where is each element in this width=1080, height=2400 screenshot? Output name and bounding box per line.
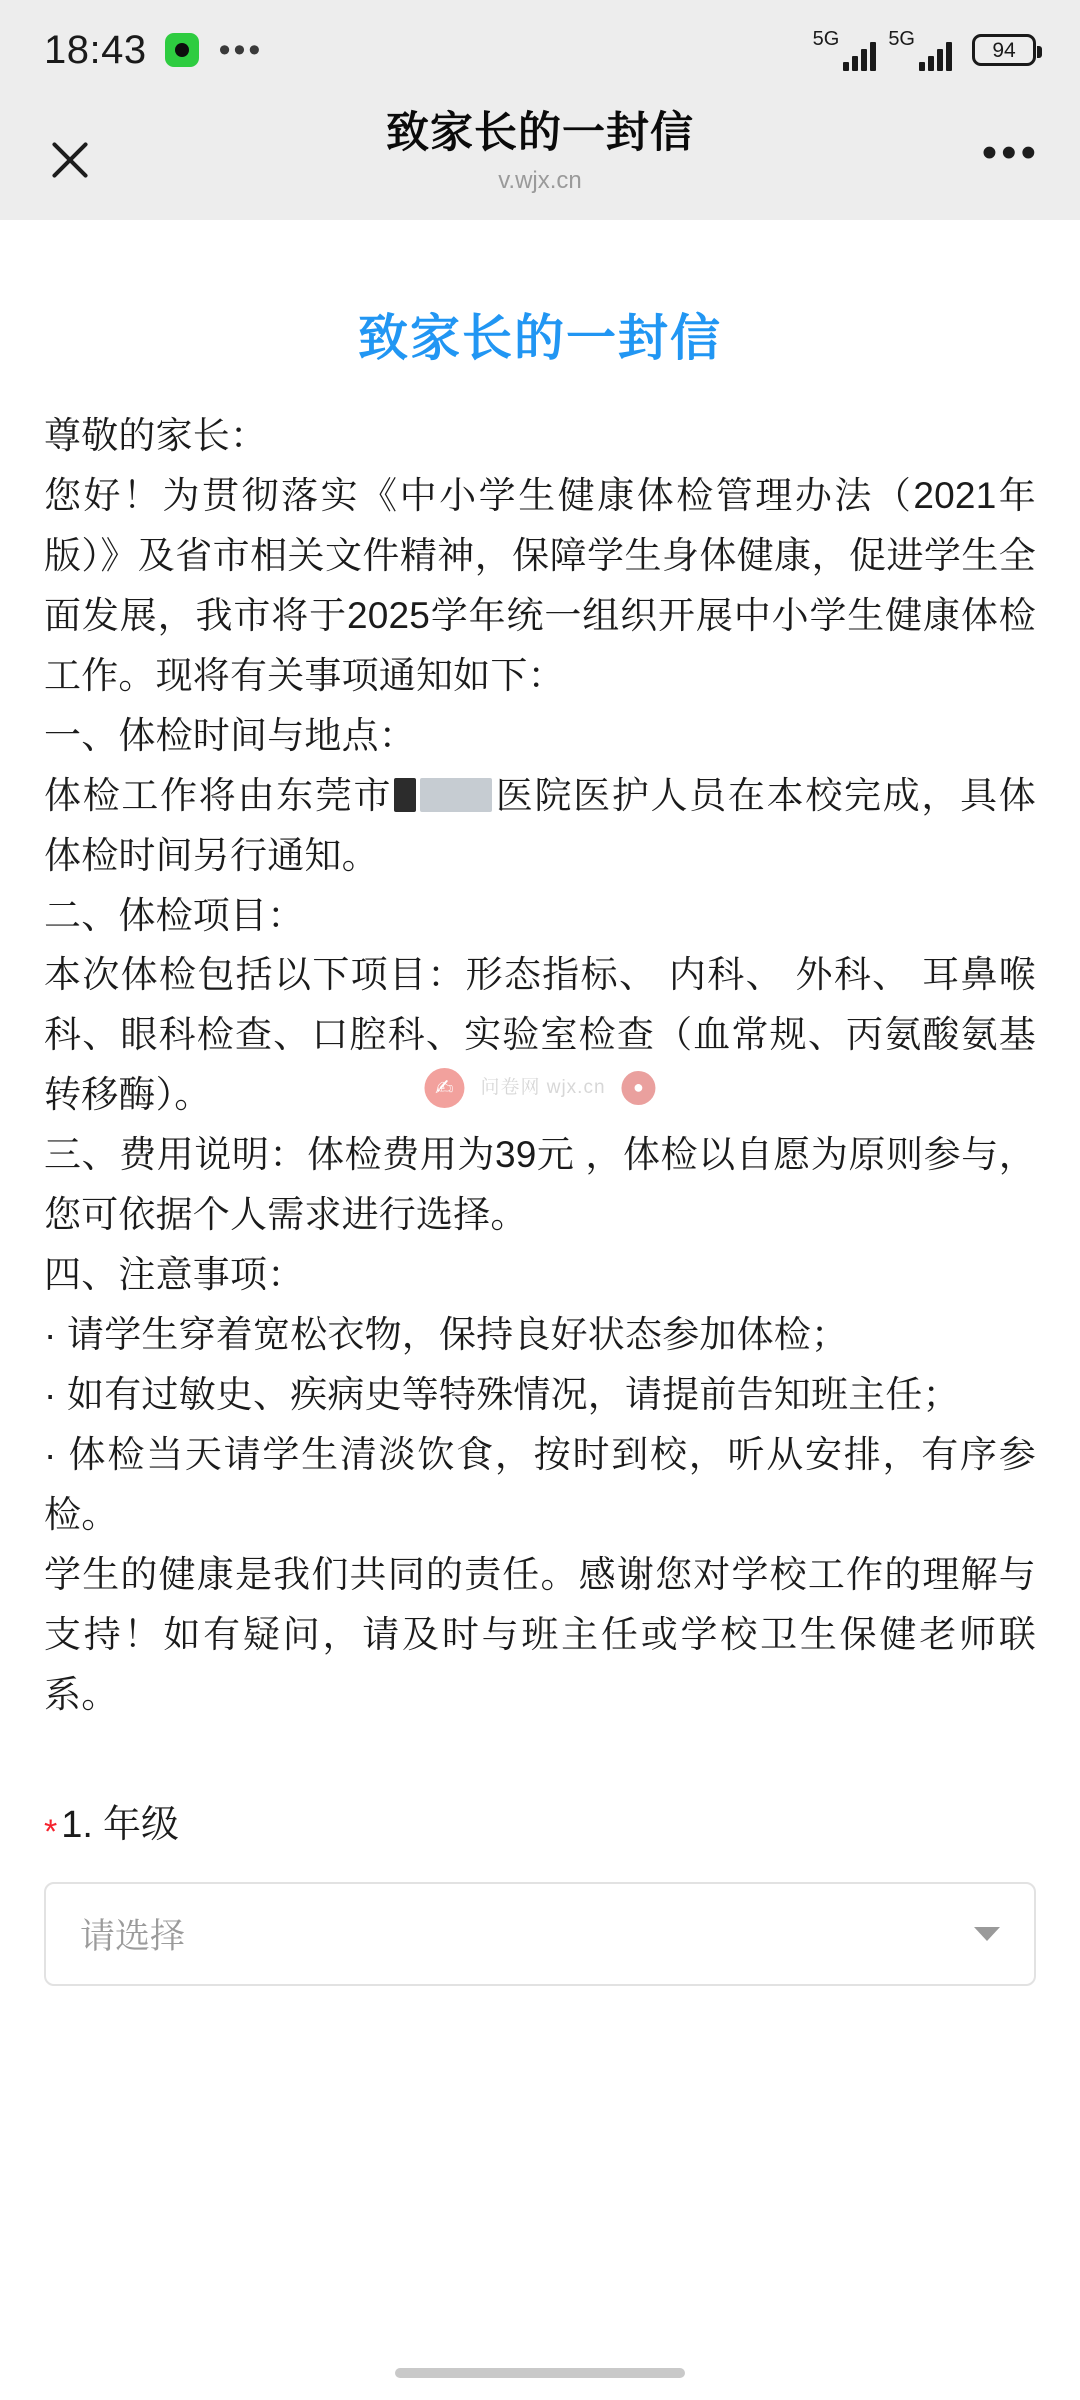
page-domain-label: v.wjx.cn <box>498 166 582 194</box>
paragraph-items: 本次体检包括以下项目：形态指标、 内科、 外科、 耳鼻喉科、眼科检查、口腔科、实验室检查（血常规、丙氨酸氨基转移酶）。 <box>44 954 1036 1116</box>
navigation-title-block <box>0 108 1080 194</box>
paragraph-fee: 三、费用说明：体检费用为39元 ，体检以自愿为原则参与，您可依据个人需求进行选择。 <box>44 1134 1036 1236</box>
paragraph-hospital-redacted <box>44 766 1036 886</box>
question-number: 1. <box>61 1803 93 1846</box>
paragraph-note-2: · 如有过敏史、疾病史等特殊情况，请提前告知班主任； <box>44 1374 960 1415</box>
paragraph-note-3: · 体检当天请学生清淡饮食，按时到校，听从安排，有序参检。 <box>44 1433 1036 1535</box>
more-dots-icon: ••• <box>218 31 264 69</box>
paragraph-intro: 您好！为贯彻落实《中小学生健康体检管理办法（2021年版）》及省市相关文件精神，保障学生身体健康，促进学生全面发展，我市将于2025学年统一组织开展中小学生健康体检工作。现将有关事项通知如下： <box>44 474 1036 696</box>
paragraph-section-2-heading: 二、体检项目： <box>44 894 305 936</box>
paragraph-note-1: · 请学生穿着宽松衣物，保持良好状态参加体检； <box>44 1314 849 1356</box>
question-text: 年级 <box>102 1803 179 1846</box>
battery-level-label: 94 <box>992 38 1016 62</box>
question-1-label <box>44 1781 1036 1851</box>
signal-icon-2 <box>888 29 952 71</box>
paragraph-section-4-heading: 四、注意事项： <box>44 1254 305 1296</box>
paragraph-greeting: 尊敬的家长： <box>44 415 268 456</box>
watermark-logo-icon: ✍ <box>424 1068 464 1108</box>
content-spacer <box>44 1725 1036 1781</box>
close-icon[interactable] <box>40 130 100 190</box>
status-bar <box>0 0 1080 100</box>
redaction-block-dark <box>394 778 416 812</box>
status-bar-clock: 18:43 <box>44 27 147 72</box>
letter-body <box>44 406 1036 1725</box>
network-type-label-2: 5G <box>888 28 915 50</box>
chevron-down-icon <box>974 1927 1000 1941</box>
battery-icon <box>972 34 1036 66</box>
signal-icon-1 <box>813 29 877 71</box>
redaction-block-light <box>420 778 492 812</box>
paragraph-closing: 学生的健康是我们共同的责任。感谢您对学校工作的理解与支持！如有疑问，请及时与班主任或学校卫生保健老师联系。 <box>44 1553 1036 1715</box>
network-type-label-1: 5G <box>812 28 840 50</box>
hospital-line-suffix: 医院医护人员在本校完成，具体体检时间另行通知。 <box>44 774 1036 876</box>
home-indicator[interactable] <box>395 2368 685 2378</box>
navigation-bar <box>0 100 1080 220</box>
paragraph-section-1-heading: 一、体检时间与地点： <box>44 714 416 756</box>
hospital-line-prefix: 体检工作将由东莞市 <box>44 774 393 816</box>
more-options-icon[interactable]: ••• <box>981 128 1040 177</box>
document-title: 致家长的一封信 <box>358 310 722 366</box>
page-title: 致家长的一封信 <box>386 109 694 157</box>
grade-select[interactable] <box>44 1882 1036 1986</box>
grade-select-placeholder: 请选择 <box>80 1916 186 1956</box>
watermark-secondary-icon: ● <box>622 1071 656 1105</box>
required-marker: * <box>44 1812 58 1851</box>
page-content <box>0 220 1080 2400</box>
green-indicator-icon <box>165 33 199 67</box>
watermark-label: 问卷网 wjx.cn <box>474 1071 611 1106</box>
status-bar-right <box>813 29 1036 71</box>
status-bar-left <box>44 28 263 73</box>
